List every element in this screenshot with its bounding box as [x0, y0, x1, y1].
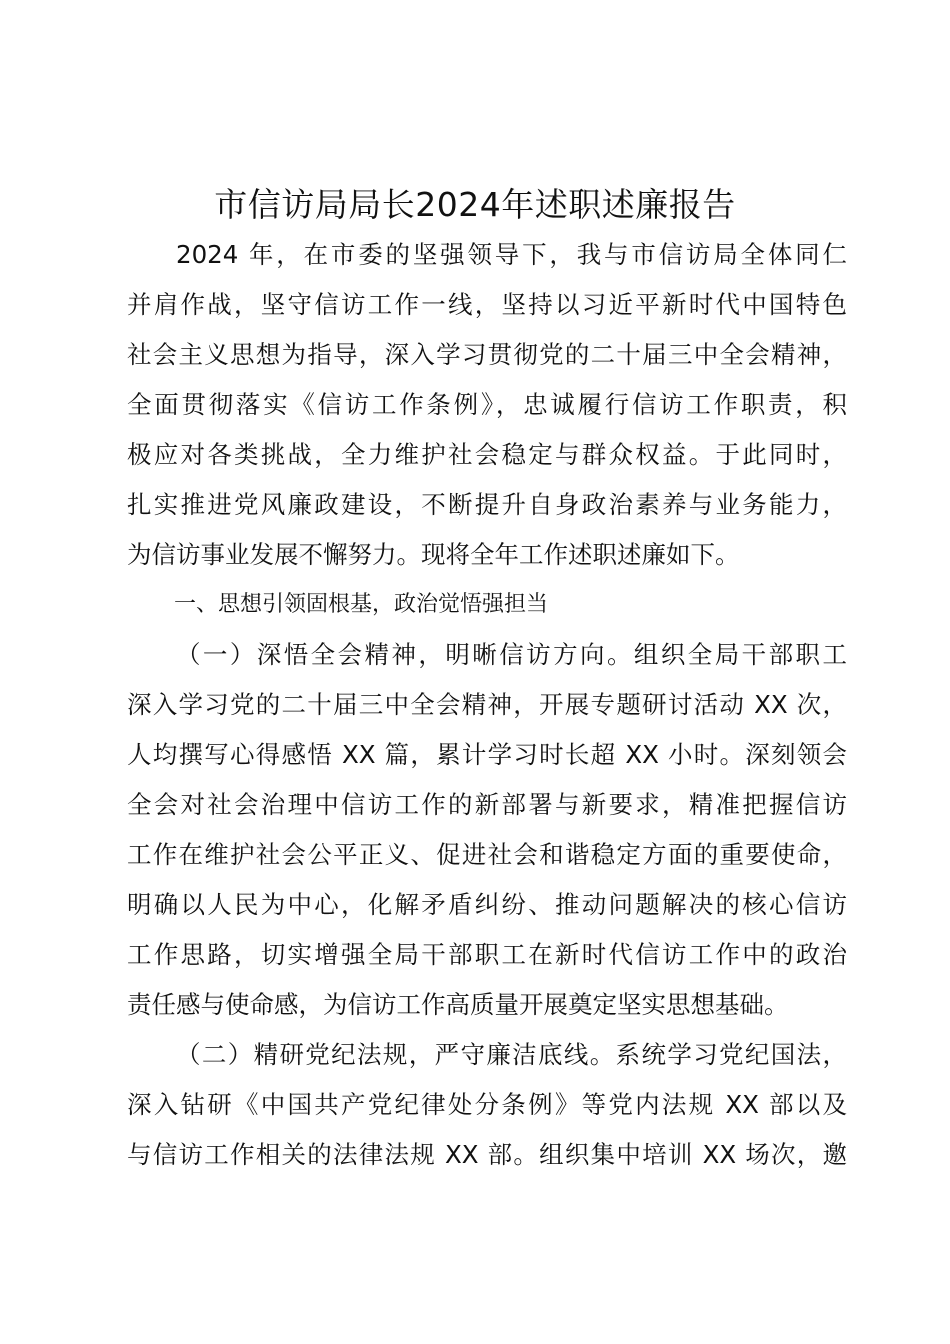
paragraph-line: 与信访工作相关的法律法规 XX 部。组织集中培训 XX 场次，邀 [127, 1140, 847, 1169]
paragraph-line: 全面贯彻落实《信访工作条例》，忠诚履行信访工作职责，积 [127, 390, 847, 419]
paragraph-line: 2024 年，在市委的坚强领导下，我与市信访局全体同仁 [176, 240, 847, 269]
paragraph-line: 扎实推进党风廉政建设，不断提升自身政治素养与业务能力， [127, 490, 847, 519]
paragraph-line: 人均撰写心得感悟 XX 篇，累计学习时长超 XX 小时。深刻领会 [127, 740, 847, 769]
paragraph-line: 深入钻研《中国共产党纪律处分条例》等党内法规 XX 部以及 [127, 1090, 847, 1119]
paragraph-line: 社会主义思想为指导，深入学习贯彻党的二十届三中全会精神， [127, 340, 847, 369]
paragraph-line: 工作在维护社会公平正义、促进社会和谐稳定方面的重要使命， [127, 840, 847, 869]
paragraph-line: 为信访事业发展不懈努力。现将全年工作述职述廉如下。 [127, 540, 740, 569]
paragraph-line: 极应对各类挑战，全力维护社会稳定与群众权益。于此同时， [127, 440, 847, 469]
paragraph-line: 全会对社会治理中信访工作的新部署与新要求，精准把握信访 [127, 790, 847, 819]
paragraph-line: 责任感与使命感，为信访工作高质量开展奠定坚实思想基础。 [127, 990, 789, 1019]
section-heading: 一、思想引领固根基，政治觉悟强担当 [174, 592, 549, 617]
paragraph-line: （一）深悟全会精神，明晰信访方向。组织全局干部职工 [176, 640, 847, 669]
paragraph-line: 深入学习党的二十届三中全会精神，开展专题研讨活动 XX 次， [127, 690, 847, 719]
paragraph-line: 并肩作战，坚守信访工作一线，坚持以习近平新时代中国特色 [127, 290, 847, 319]
paragraph-line: 明确以人民为中心，化解矛盾纠纷、推动问题解决的核心信访 [127, 890, 847, 919]
paragraph-line: （二）精研党纪法规，严守廉洁底线。系统学习党纪国法， [176, 1040, 847, 1069]
paragraph-line: 工作思路，切实增强全局干部职工在新时代信访工作中的政治 [127, 940, 847, 969]
document-title: 市信访局局长2024年述职述廉报告 [214, 185, 736, 224]
